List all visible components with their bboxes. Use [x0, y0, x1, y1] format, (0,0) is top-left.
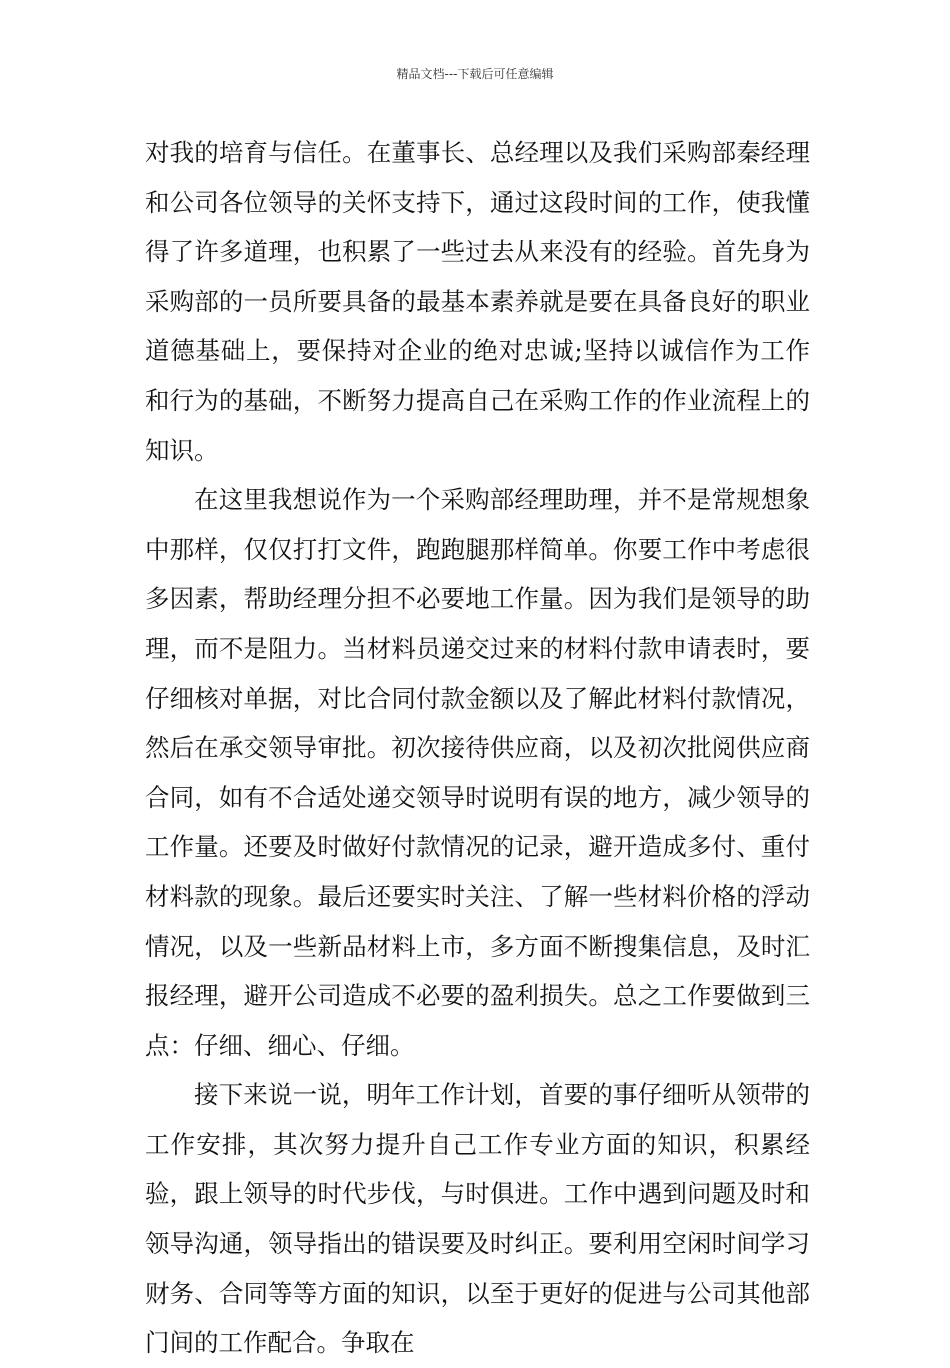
- paragraph-2: 在这里我想说作为一个采购部经理助理，并不是常规想象中那样，仅仅打打文件，跑跑腿那样简单。你要工作中考虑很多因素，帮助经理分担不必要地工作量。因为我们是领导的助理，而不是阻力。当材料员递交过来的材料付款申请表时，要仔细核对单据，对比合同付款金额以及了解此材料付款情况，然后在承交领导审批。初次接待供应商，以及初次批阅供应商合同，如有不合适处递交领导时说明有误的地方，减少领导的工作量。还要及时做好付款情况的记录，避开造成多付、重付材料款的现象。最后还要实时关注、了解一些材料价格的浮动情况，以及一些新品材料上市，多方面不断搜集信息，及时汇报经理，避开公司造成不必要的盈利损失。总之工作要做到三点：仔细、细心、仔细。: [145, 485, 810, 1060]
- page-header: 精品文档---下载后可任意编辑: [396, 67, 554, 81]
- paragraph-3: 接下来说一说，明年工作计划，首要的事仔细听从领带的工作安排，其次努力提升自己工作专业方面的知识，积累经验，跟上领导的时代步伐，与时俱进。工作中遇到问题及时和领导沟通，领导指出的错误要及时纠正。要利用空闲时间学习财务、合同等等方面的知识，以至于更好的促进与公司其他部门间的工作配合。争取在: [145, 1080, 810, 1358]
- document-body: [145, 128, 810, 1368]
- paragraph-1: 对我的培育与信任。在董事长、总经理以及我们采购部秦经理和公司各位领导的关怀支持下，通过这段时间的工作，使我懂得了许多道理，也积累了一些过去从来没有的经验。首先身为采购部的一员所要具备的最基本素养就是要在具备良好的职业道德基础上，要保持对企业的绝对忠诚;坚持以诚信作为工作和行为的基础，不断努力提高自己在采购工作的作业流程上的知识。: [145, 138, 810, 465]
